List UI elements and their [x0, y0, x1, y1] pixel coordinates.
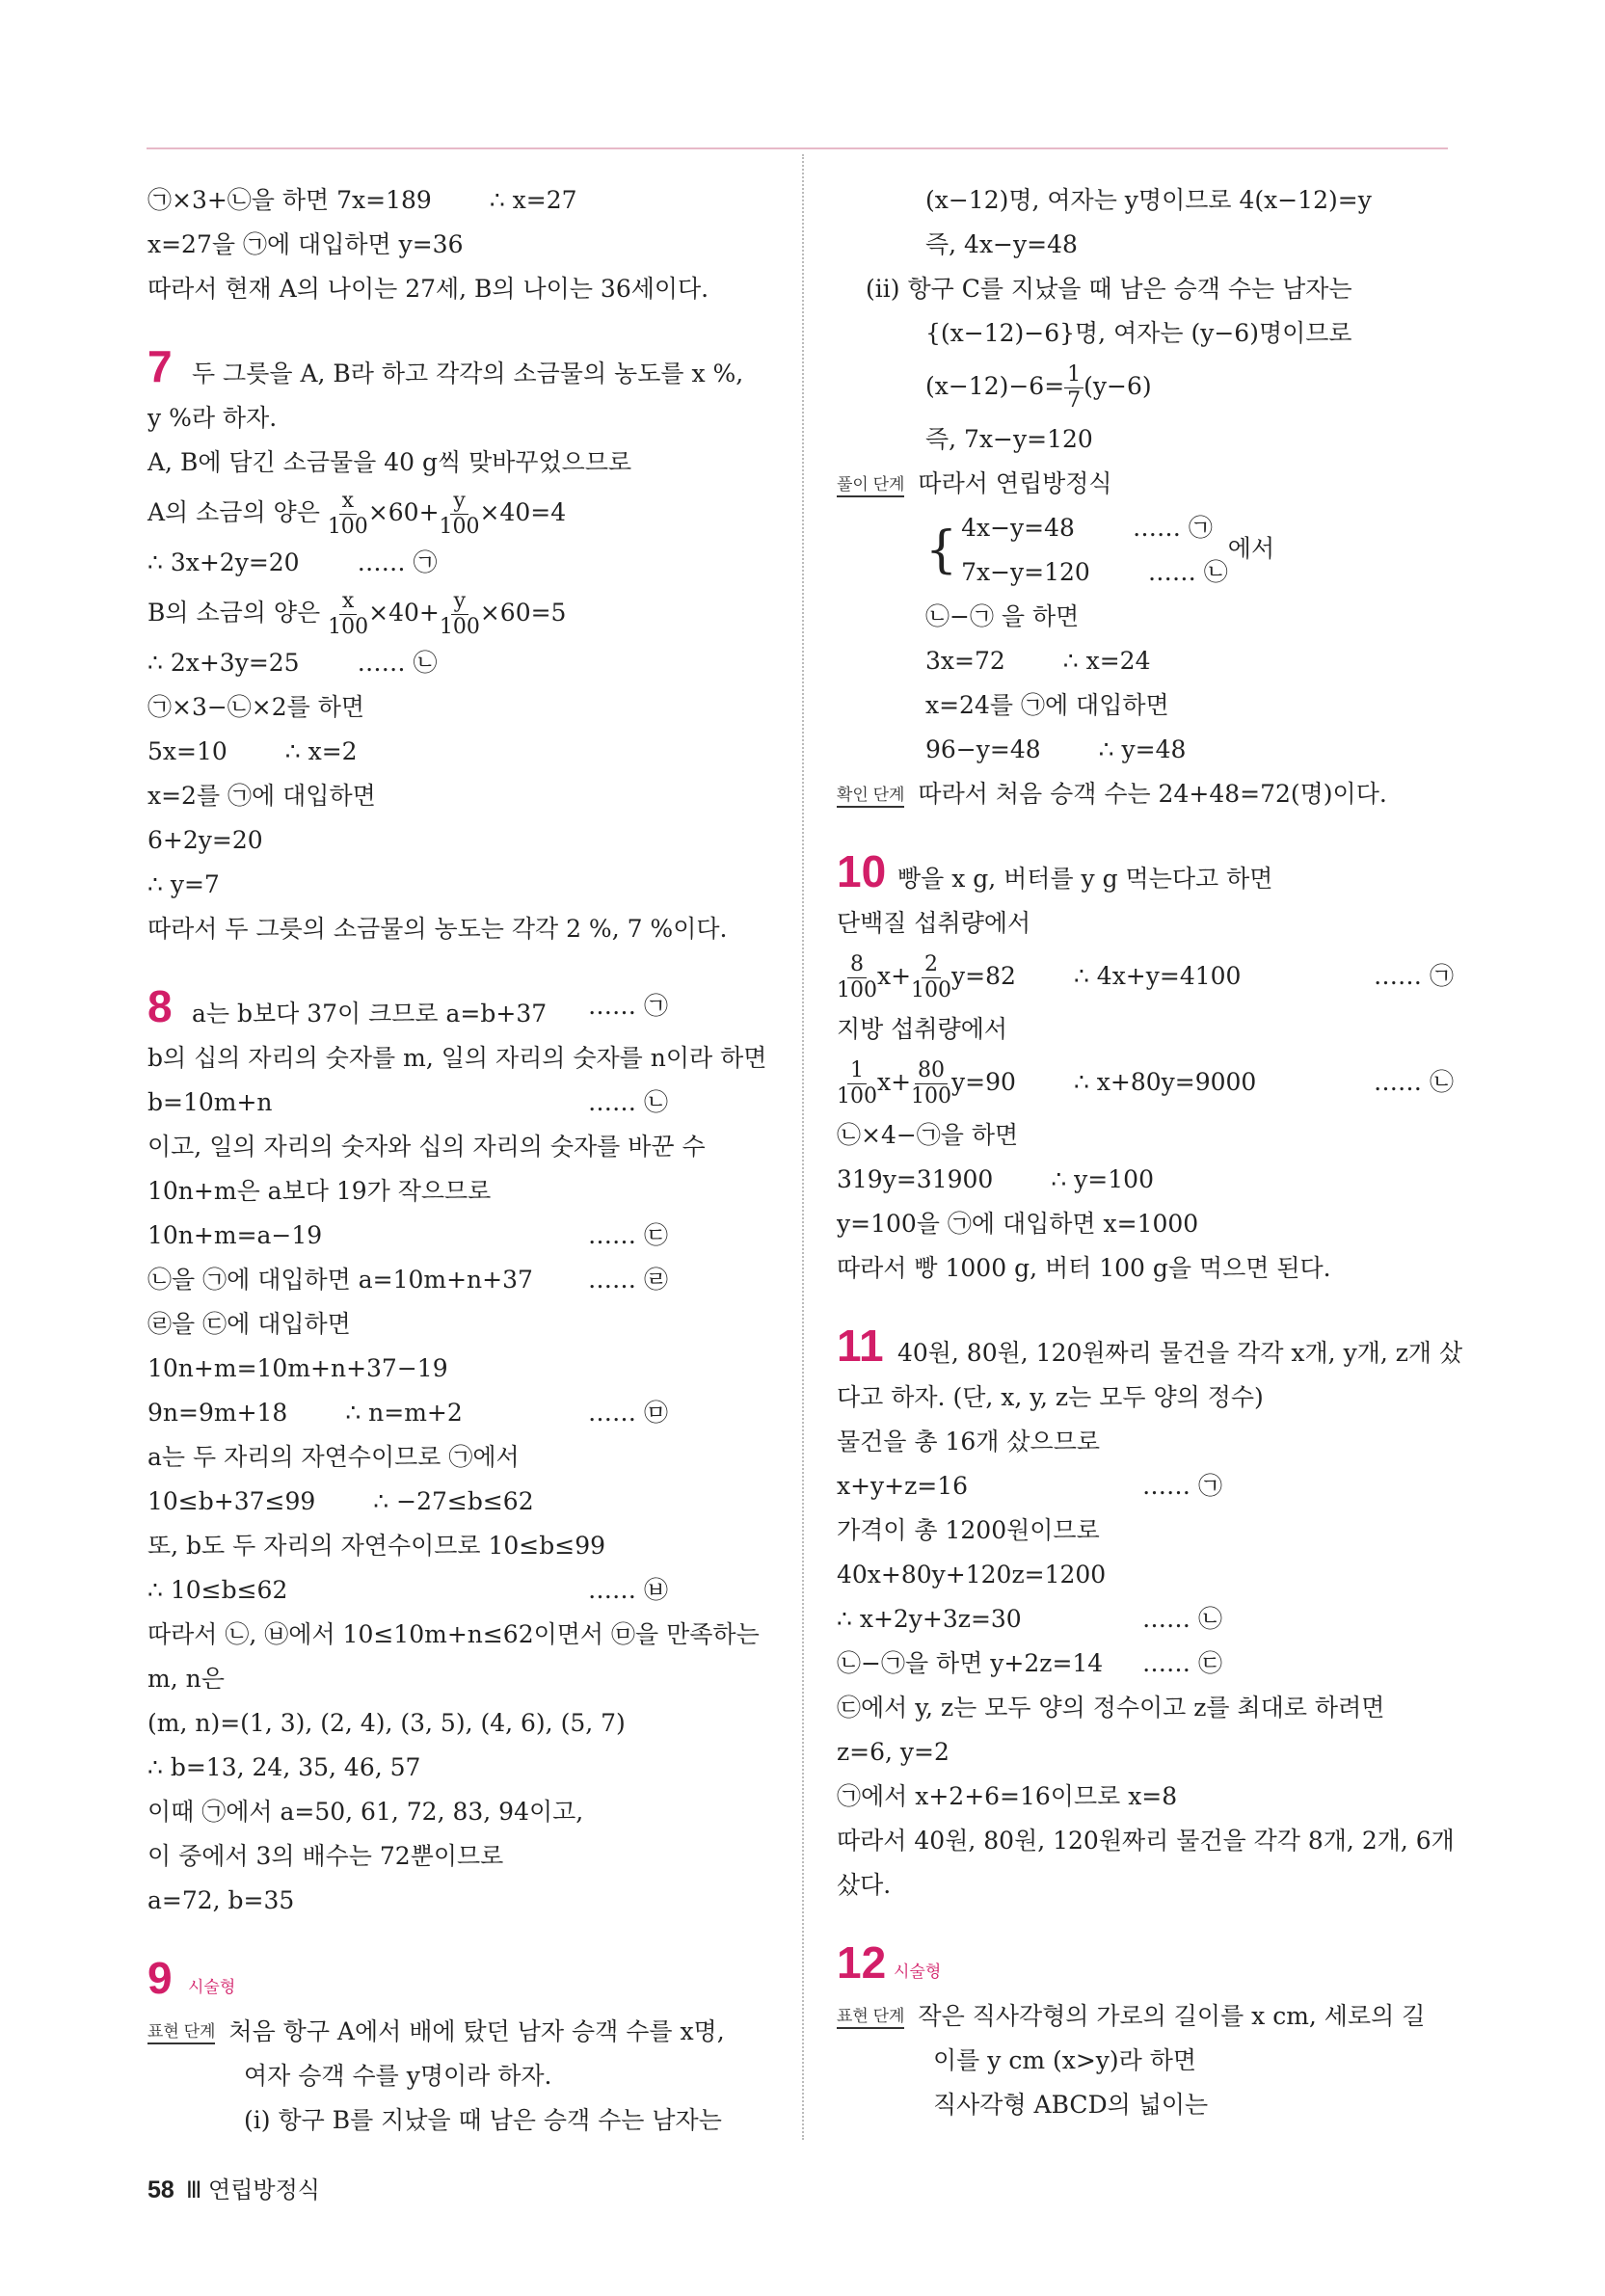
text-line: y %라 하자. [147, 404, 278, 432]
equation-line: $\frac{8}{100}$ x+ $\frac{2}{100}$ y=82 ∴ 4x+y=4100 …… ㉠ [837, 952, 1454, 1002]
text-line: 따라서 현재 A의 나이는 27세, B의 나이는 36세이다. [147, 275, 709, 303]
problem-number: 10 [837, 846, 887, 896]
text-line: ㉠×3−㉡×2를 하면 [147, 693, 365, 721]
fraction: $\frac{1}{7}$ [1064, 362, 1083, 414]
equation-line: A의 소금의 양은 $\frac{x}{100}$ ×60+ $\frac{y}{100}$ ×40=4 [147, 489, 567, 539]
problem-7-heading: 7 두 그릇을 A, B라 하고 각각의 소금물의 농도를 x %, [147, 341, 744, 391]
problem-12-heading [837, 1937, 1454, 1994]
equation-line: 5x=10 ∴ x=2 [147, 737, 358, 765]
equation-line: ∴ 2x+3y=25 …… ㉡ [147, 649, 438, 677]
equation-line: 10n+m=a−19 …… ㉢ [147, 1221, 668, 1249]
equation-line: 6+2y=20 [147, 826, 263, 854]
equation-line: 9n=9m+18 ∴ n=m+2 …… ㉤ [147, 1399, 668, 1427]
text-line: 이 중에서 3의 배수는 72뿐이므로 [147, 1842, 504, 1870]
text-line: 10n+m은 a보다 19가 작으므로 [147, 1177, 492, 1205]
equation-line: b=10m+n …… ㉡ [147, 1088, 668, 1116]
text-line: x=27을 ㉠에 대입하면 y=36 [147, 230, 464, 258]
equation-line: ∴ b=13, 24, 35, 46, 57 [147, 1753, 421, 1781]
text-line: 따라서 빵 1000 g, 버터 100 g을 먹으면 된다. [837, 1254, 1331, 1282]
equation-line: ㉡−㉠을 하면 y+2z=14 …… ㉢ [837, 1649, 1222, 1677]
equation-line: z=6, y=2 [837, 1738, 950, 1766]
equation-line: $\frac{1}{100}$ x+ $\frac{80}{100}$ y=90 ∴ x+80y=9000 …… ㉡ [837, 1058, 1454, 1108]
fraction: $\frac{8}{100}$ [837, 952, 877, 1002]
text-line: 샀다. [837, 1871, 892, 1899]
text-line: ㉡−㉠ 을 하면 [925, 602, 1080, 630]
problem-number: 7 [147, 341, 173, 391]
equation-line: ㉡을 ㉠에 대입하면 a=10m+n+37 …… ㉣ [147, 1266, 668, 1294]
fraction: $\frac{y}{100}$ [439, 589, 480, 639]
text-line: 따라서 ㉡, ㉥에서 10≤10m+n≤62이면서 ㉤을 만족하는 [147, 1620, 760, 1648]
equation-line: 319y=31900 ∴ y=100 [837, 1165, 1154, 1193]
text-line: x=24를 ㉠에 대입하면 [925, 691, 1169, 719]
equation-line: a=72, b=35 [147, 1886, 295, 1914]
step-label: 표현 단계 [147, 2021, 215, 2044]
fraction: $\frac{1}{100}$ [837, 1058, 877, 1108]
right-column [837, 178, 1463, 2127]
text-line: a는 두 자리의 자연수이므로 ㉠에서 [147, 1443, 520, 1471]
fraction: $\frac{y}{100}$ [439, 489, 480, 539]
equation-line: 즉, 4x−y=48 [925, 230, 1078, 258]
text-line: 확인 단계 따라서 처음 승객 수는 24+48=72(명)이다. [837, 780, 1387, 808]
page-number: 58 [147, 2176, 174, 2203]
text-line: (ⅰ) 항구 B를 지났을 때 남은 승객 수는 남자는 [244, 2105, 722, 2134]
equation-line: 즉, 7x−y=120 [925, 425, 1093, 453]
text-line: x=2를 ㉠에 대입하면 [147, 782, 376, 810]
text-line: 이를 y cm (x>y)라 하면 [933, 2045, 1197, 2074]
equation-line: 10n+m=10m+n+37−19 [147, 1354, 448, 1382]
step-label: 표현 단계 [837, 2006, 904, 2029]
text-line: 표현 단계 처음 항구 A에서 배에 탔던 남자 승객 수를 x명, [147, 2016, 725, 2045]
equation-line: ∴ 10≤b≤62 …… ㉥ [147, 1576, 668, 1604]
text-line: 단백질 섭취량에서 [837, 909, 1031, 937]
text-line: 이때 ㉠에서 a=50, 61, 72, 83, 94이고, [147, 1798, 584, 1826]
text-line: 여자 승객 수를 y명이라 하자. [244, 2061, 552, 2090]
problem-type-badge: 시술형 [188, 1977, 236, 1996]
equation-line: ∴ 3x+2y=20 …… ㉠ [147, 548, 438, 576]
left-column [147, 178, 767, 2143]
text-line: (x−12)명, 여자는 y명이므로 4(x−12)=y [925, 186, 1372, 214]
text-line: 풀이 단계 따라서 연립방정식 [837, 469, 1112, 497]
fraction: $\frac{2}{100}$ [911, 952, 952, 1002]
equation-line: 10≤b+37≤99 ∴ −27≤b≤62 [147, 1487, 534, 1515]
problem-10-heading: 10 빵을 x g, 버터를 y g 먹는다고 하면 [837, 846, 1273, 896]
text-line: ㉡×4−㉠을 하면 [837, 1121, 1019, 1149]
text-line: 가격이 총 1200원이므로 [837, 1516, 1100, 1544]
text-line: m, n은 [147, 1665, 225, 1693]
text-line: ㉠×3+㉡을 하면 7x=189 ∴ x=27 [147, 186, 577, 214]
equation-line: ∴ x+2y+3z=30 …… ㉡ [837, 1605, 1222, 1633]
text-line: (ⅱ) 항구 C를 지났을 때 남은 승객 수는 남자는 [866, 275, 1352, 303]
equation-line: x+y+z=16 …… ㉠ [837, 1472, 1222, 1500]
page-footer [147, 2171, 320, 2204]
equation-line: 40x+80y+120z=1200 [837, 1561, 1107, 1589]
text-line: b의 십의 자리의 숫자를 m, 일의 자리의 숫자를 n이라 하면 [147, 1044, 767, 1072]
problem-type-badge: 시술형 [894, 1962, 942, 1981]
text-line: 물건을 총 16개 샀으므로 [837, 1428, 1101, 1455]
text-line: y=100을 ㉠에 대입하면 x=1000 [837, 1210, 1199, 1238]
equation-system: { 4x−y=48 …… ㉠ 7x−y=120 …… ㉡ 에서 [925, 514, 1275, 586]
problem-11-heading: 11 40원, 80원, 120원짜리 물건을 각각 x개, y개, z개 샀 [837, 1321, 1463, 1371]
chapter-title: Ⅲ 연립방정식 [185, 2177, 320, 2203]
step-label: 확인 단계 [837, 785, 904, 808]
fraction: $\frac{80}{100}$ [911, 1058, 952, 1108]
problem-number: 9 [147, 1953, 173, 2003]
text-line: 직사각형 ABCD의 넓이는 [933, 2090, 1209, 2119]
step-label: 풀이 단계 [837, 474, 904, 497]
equation-line: 3x=72 ∴ x=24 [925, 647, 1151, 675]
text-line: 또, b도 두 자리의 자연수이므로 10≤b≤99 [147, 1532, 606, 1560]
equation-line: B의 소금의 양은 $\frac{x}{100}$ ×40+ $\frac{y}{100}$ ×60=5 [147, 589, 567, 639]
text-line: 다고 하자. (단, x, y, z는 모두 양의 정수) [837, 1383, 1264, 1411]
text-line: ㉣을 ㉢에 대입하면 [147, 1310, 351, 1338]
text-line: {(x−12)−6}명, 여자는 (y−6)명이므로 [925, 319, 1352, 347]
fraction: $\frac{x}{100}$ [328, 589, 369, 639]
equation-line: ∴ y=7 [147, 870, 220, 898]
column-divider [802, 154, 804, 2140]
problem-9-heading [147, 1953, 764, 2010]
text-line: 지방 섭취량에서 [837, 1015, 1007, 1043]
problem-number: 11 [837, 1321, 884, 1371]
text-line: 이고, 일의 자리의 숫자와 십의 자리의 숫자를 바꾼 수 [147, 1133, 706, 1161]
text-line: 따라서 두 그릇의 소금물의 농도는 각각 2 %, 7 %이다. [147, 915, 728, 943]
text-line: A, B에 담긴 소금물을 40 g씩 맞바꾸었으므로 [147, 448, 632, 476]
equation-line: 96−y=48 ∴ y=48 [925, 735, 1187, 763]
fraction: $\frac{x}{100}$ [327, 489, 368, 539]
equation-line: (m, n)=(1, 3), (2, 4), (3, 5), (4, 6), (5, 7) [147, 1709, 626, 1737]
problem-8-heading: 8 a는 b보다 37이 크므로 a=b+37 …… ㉠ [147, 981, 668, 1031]
problem-number: 12 [837, 1937, 887, 1988]
text-line: ㉢에서 y, z는 모두 양의 정수이고 z를 최대로 하려면 [837, 1694, 1385, 1722]
problem-number: 8 [147, 981, 173, 1031]
text-line: 표현 단계 작은 직사각형의 가로의 길이를 x cm, 세로의 길 [837, 2001, 1426, 2030]
text-line: 따라서 40원, 80원, 120원짜리 물건을 각각 8개, 2개, 6개 [837, 1827, 1455, 1855]
equation-line: (x−12)−6= $\frac{1}{7}$ (y−6) [925, 362, 1152, 413]
top-rule [147, 147, 1448, 149]
text-line: ㉠에서 x+2+6=16이므로 x=8 [837, 1782, 1178, 1810]
